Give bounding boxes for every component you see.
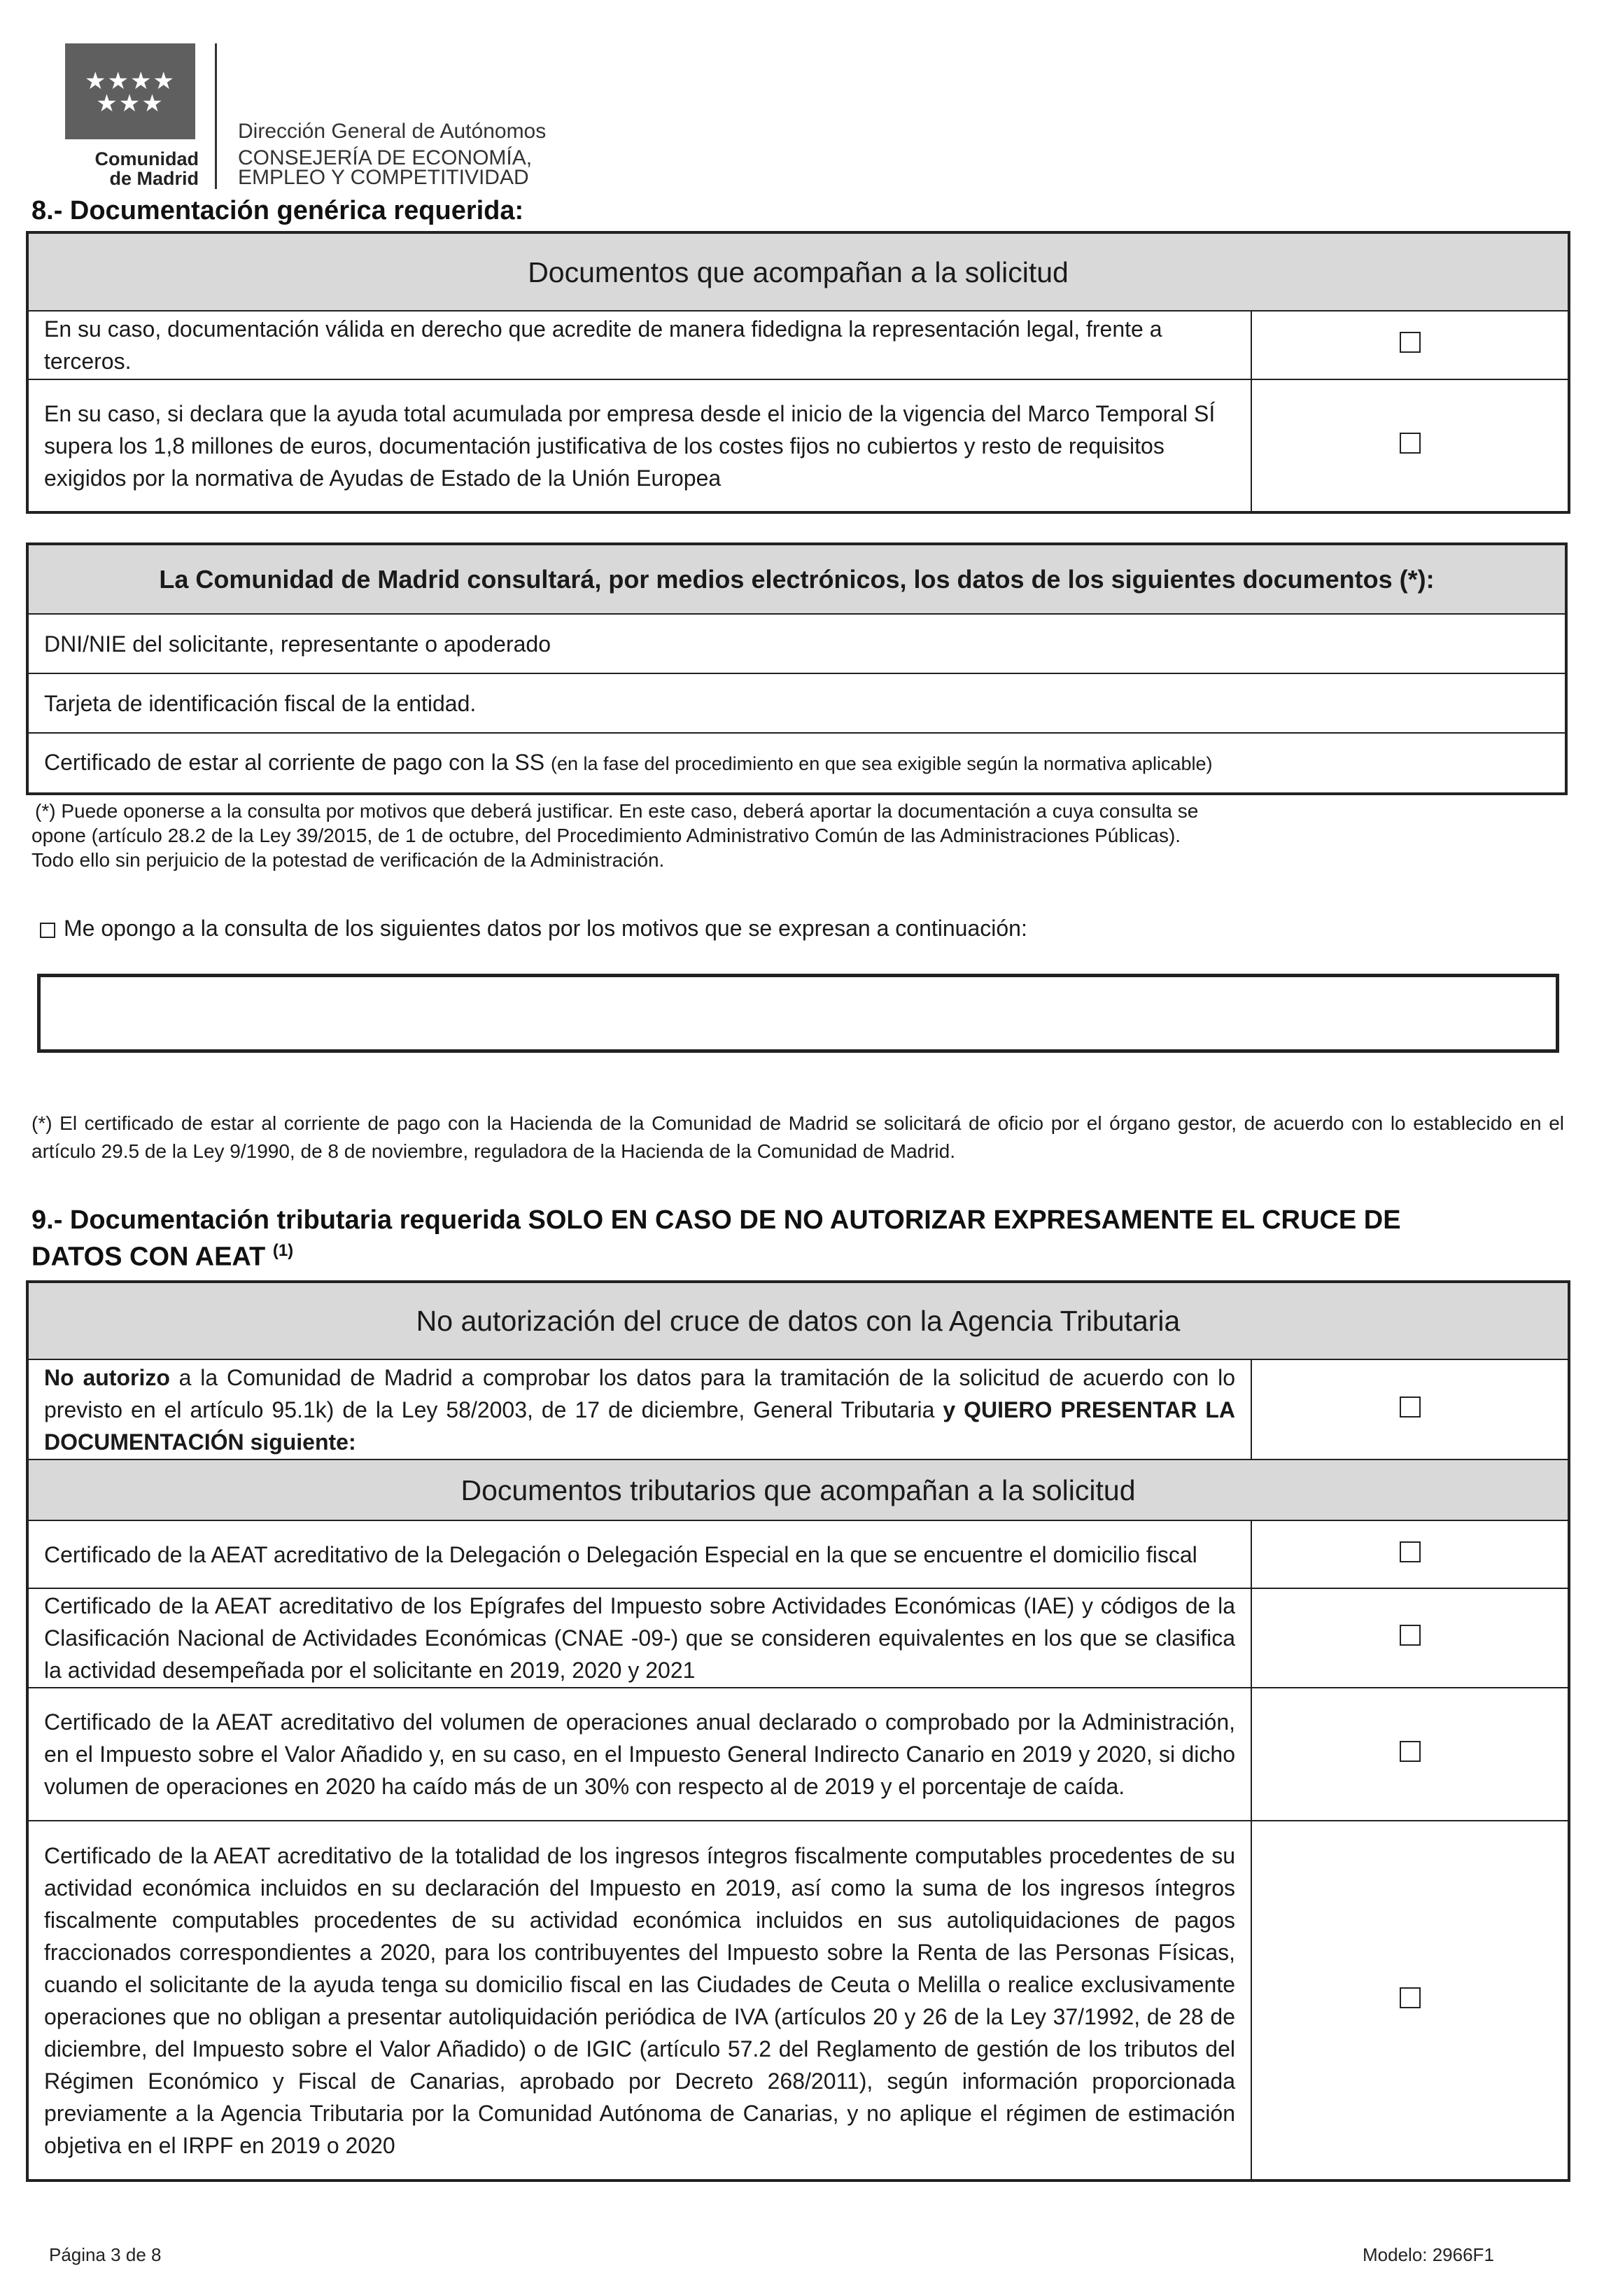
tax-doc-row-fiscal-domicile: Certificado de la AEAT acreditativo de la Delegación o Delegación Especial en la que se encuentre el domicilio fiscal [27,1520,1251,1588]
department-name: Dirección General de Autónomos [238,120,547,143]
opposition-reason-field[interactable] [37,974,1559,1053]
no-authorization-checkbox[interactable] [1251,1359,1569,1460]
checkbox-icon [1400,1987,1421,2008]
checkbox-icon [1400,1541,1421,1562]
logo-name-line-1: Comunidad [94,148,199,169]
doc-fixed-costs-checkbox[interactable] [1251,379,1569,512]
no-authorization-tail: y QUIERO PRESENTAR LA DOCUMENTACIÓN siguiente: [44,1396,1236,1455]
no-authorization-text: a la Comunidad de Madrid a comprobar los datos para la tramitación de la solicitud de acuerdo con lo previsto en el artículo 95.1k) de la Ley 58/2003, de 17 de diciembre, General Tributaria [44,1364,1236,1422]
checkbox-icon [1400,1741,1421,1762]
opposition-note [31,797,1564,874]
generic-documents-header: Documentos que acompañan a la solicitud [27,232,1569,311]
doc-row-fixed-costs: En su caso, si declara que la ayuda total acumulada por empresa desde el inicio de la vigencia del Marco Temporal SÍ supera los 1,8 millones de euros, documentación justificativa de los costes fijos no cubiertos y resto de requisitos exigidos por la normativa de Ayudas de Estado de la Unión Europea [27,379,1251,512]
section-9-title [31,1205,1571,1273]
doc-row-representation: En su caso, documentación válida en derecho que acredite de manera fidedigna la representación legal, frente a terceros. [27,311,1251,379]
oppose-checkbox[interactable] [40,923,55,938]
footnote-ref: (1) [272,1241,294,1260]
opposition-note-line-1: (*) Puede oponerse a la consulta por motivos que deberá justificar. En este caso, deberá aportar la documentación a cuya consulta se [35,800,1199,822]
logo-divider [215,43,217,189]
doc-representation-checkbox[interactable] [1251,311,1569,379]
consult-row-ss-note: (en la fase del procedimiento en que sea exigible según la normativa aplicable) [550,753,1213,774]
section-9-title-line-2 [31,1236,1571,1273]
section-8-title: 8.- Documentación genérica requerida: [31,196,524,225]
tax-doc-iae-checkbox[interactable] [1251,1588,1569,1688]
checkbox-icon [1400,1625,1421,1646]
tax-doc-gross-income-checkbox[interactable] [1251,1821,1569,2180]
tax-doc-fiscal-domicile-checkbox[interactable] [1251,1520,1569,1588]
stars-icon: ★★★★ ★★★ [85,68,176,117]
generic-documents-table [26,231,1570,514]
ministry-line-2: EMPLEO Y COMPETITIVIDAD [238,166,529,189]
tax-doc-row-operations-volume: Certificado de la AEAT acreditativo del volumen de operaciones anual declarado o comprobado por la Administración, en el Impuesto sobre el Valor Añadido y, en su caso, en el Impuesto General Indirecto Canario en 2019 y 2020, si dicho volumen de operaciones en 2020 ha caído más de un 30% con respecto al de 2019 y el porcentaje de caída. [27,1688,1251,1821]
consult-row-ss [27,733,1566,794]
tax-documents-subheader: Documentos tributarios que acompañan a la solicitud [27,1460,1569,1520]
no-authorization-statement [27,1359,1251,1460]
checkbox-icon [1400,332,1421,353]
opposition-reason-value [41,977,1556,1005]
tax-doc-row-gross-income: Certificado de la AEAT acreditativo de la totalidad de los ingresos íntegros fiscalmente computables procedentes de su actividad económica incluidos en su declaración del Impuesto en 2019, así como la suma de los ingresos íntegros fiscalmente computables procedentes de su actividad económica incluidos en sus autoliquidaciones de pagos fraccionados correspondientes a 2020, para los contribuyentes del Impuesto sobre la Renta de las Personas Físicas, cuando el solicitante de la ayuda tenga su domicilio fiscal en las Ciudades de Ceuta o Melilla o realice exclusivamente operaciones que no obligan a presentar autoliquidación periódica de IVA (artículos 20 y 26 de la Ley 37/1992, de 28 de diciembre, del Impuesto sobre el Valor Añadido) o de IGIC (artículo 57.2 del Reglamento de gestión de los tributos del Régimen Económico y Fiscal de Canarias, aprobado por Decreto 268/2011), según información proporcionada previamente a la Agencia Tributaria por la Comunidad Autónoma de Canarias, y no aplique el régimen de estimación objetiva en el IRPF en 2019 o 2020 [27,1821,1251,2180]
hacienda-note: (*) El certificado de estar al corriente de pago con la Hacienda de la Comunidad de Madrid se solicitará de oficio por el órgano gestor, de acuerdo con lo establecido en el artículo 29.5 de la Ley 9/1990, de 8 de noviembre, reguladora de la Hacienda de la Comunidad de Madrid. [31,1112,1564,1162]
consult-row-dni: DNI/NIE del solicitante, representante o apoderado [27,614,1566,673]
no-authorization-bold: No autorizo [44,1364,170,1390]
oppose-consultation-option[interactable] [40,916,1027,941]
model-number: Modelo: 2966F1 [1363,2244,1494,2265]
no-authorization-header: No autorización del cruce de datos con la Agencia Tributaria [27,1282,1569,1359]
tax-documents-table [26,1280,1570,2182]
opposition-note-line-2: opone (artículo 28.2 de la Ley 39/2015, de 1 de octubre, del Procedimiento Administrativo Común de las Administraciones Públicas). [31,825,1181,846]
section-9-title-line-1: 9.- Documentación tributaria requerida SOLO EN CASO DE NO AUTORIZAR EXPRESAMENTE EL CRUCE DE [31,1205,1401,1235]
consultation-table [26,542,1568,795]
section-9-title-text: DATOS CON AEAT [31,1242,266,1272]
consultation-header: La Comunidad de Madrid consultará, por medios electrónicos, los datos de los siguientes documentos (*): [27,544,1566,614]
checkbox-icon [1400,433,1421,454]
tax-doc-operations-volume-checkbox[interactable] [1251,1688,1569,1821]
checkbox-icon [1400,1396,1421,1418]
page-number: Página 3 de 8 [49,2244,162,2265]
consult-row-tax-id: Tarjeta de identificación fiscal de la entidad. [27,673,1566,733]
consult-row-ss-main: Certificado de estar al corriente de pago con la SS [44,750,545,775]
logo-name [62,149,199,188]
opposition-note-line-3: Todo ello sin perjuicio de la potestad de verificación de la Administración. [31,849,665,871]
oppose-label: Me opongo a la consulta de los siguientes datos por los motivos que se expresan a continuación: [64,916,1027,941]
department-block [238,120,546,189]
logo-name-line-2: de Madrid [109,168,199,189]
ministry-line-1: CONSEJERÍA DE ECONOMÍA, [238,146,533,169]
tax-doc-row-iae: Certificado de la AEAT acreditativo de los Epígrafes del Impuesto sobre Actividades Económicas (IAE) y códigos de la Clasificación Nacional de Actividades Económicas (CNAE -09-) que se consideren equivalentes en los que se clasifica la actividad desempeñada por el solicitante en 2019, 2020 y 2021 [27,1588,1251,1688]
